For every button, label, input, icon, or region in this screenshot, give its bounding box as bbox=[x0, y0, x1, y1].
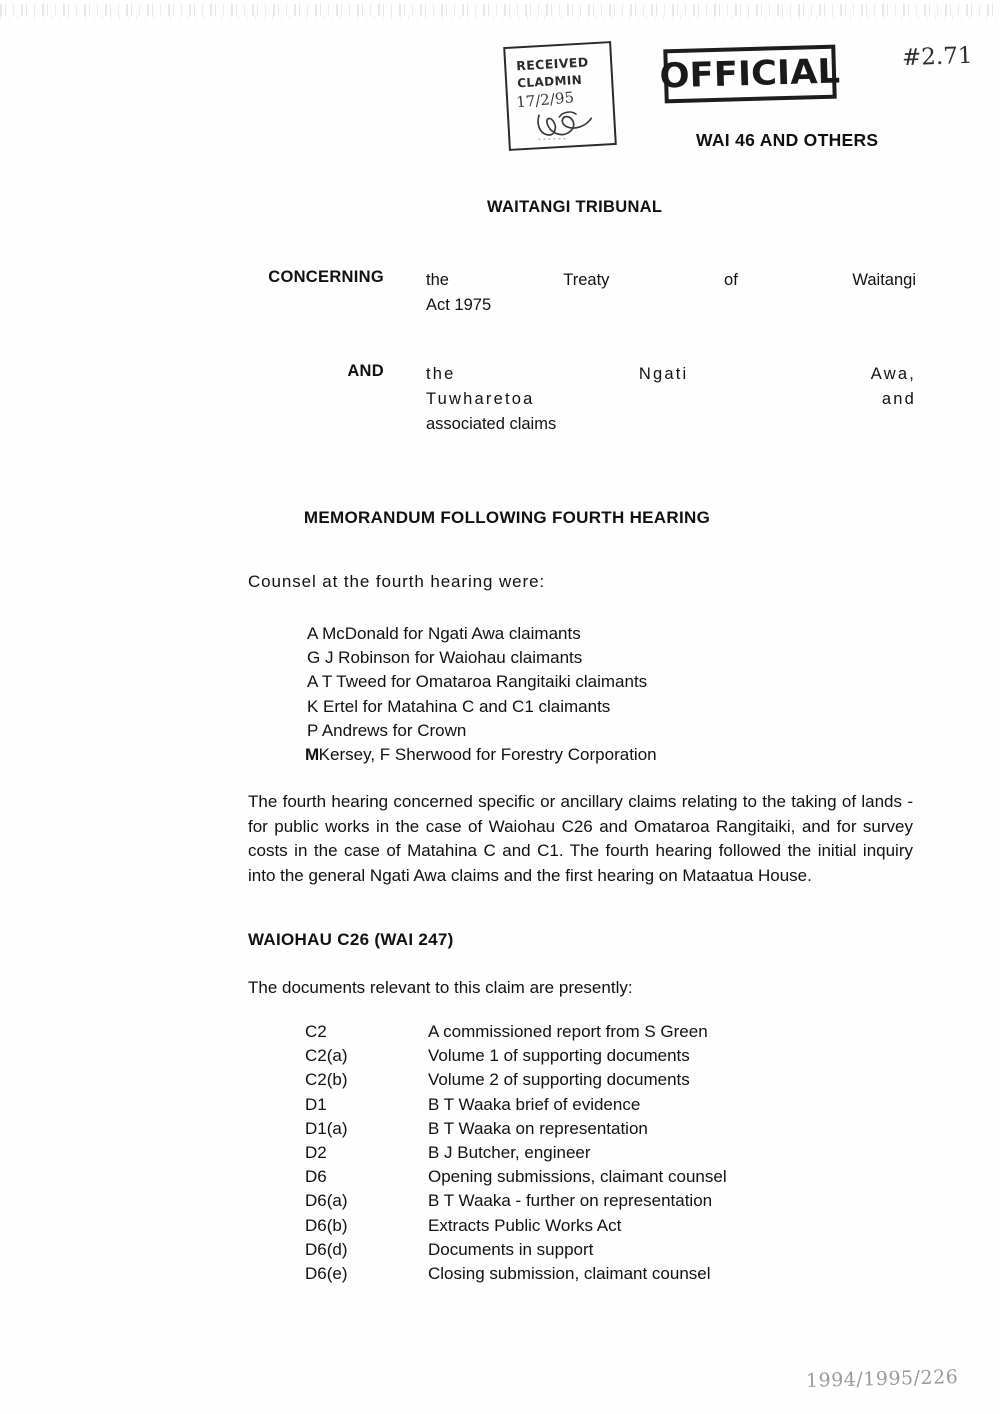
wai-case-heading: WAI 46 AND OTHERS bbox=[696, 130, 879, 150]
official-stamp-text: OFFICIAL bbox=[659, 51, 841, 97]
documents-intro: The documents relevant to this claim are presently: bbox=[248, 978, 633, 997]
table-row bbox=[305, 1189, 727, 1213]
document-desc: Extracts Public Works Act bbox=[428, 1215, 622, 1235]
table-row bbox=[305, 1238, 727, 1262]
received-stamp-line1: RECEIVED bbox=[515, 54, 589, 74]
memorandum-title: MEMORANDUM FOLLOWING FOURTH HEARING bbox=[303, 508, 711, 527]
document-ref: C2(b) bbox=[305, 1070, 348, 1090]
tribunal-heading: WAITANGI TRIBUNAL bbox=[487, 198, 663, 216]
counsel-list bbox=[305, 622, 657, 767]
table-row bbox=[305, 1117, 727, 1141]
document-ref: D6(d) bbox=[305, 1239, 348, 1259]
list-item bbox=[305, 670, 657, 694]
document-desc: Volume 2 of supporting documents bbox=[428, 1070, 690, 1090]
concerning-label: CONCERNING bbox=[268, 268, 384, 286]
table-row bbox=[305, 1068, 727, 1092]
list-item bbox=[305, 622, 657, 646]
received-stamp-date: 17/2/95 bbox=[515, 88, 575, 112]
and-value bbox=[426, 362, 916, 436]
table-row bbox=[305, 1044, 727, 1068]
document-desc: Documents in support bbox=[428, 1239, 594, 1259]
document-desc: B T Waaka brief of evidence bbox=[428, 1094, 641, 1114]
document-ref: D1(a) bbox=[305, 1118, 348, 1138]
document-desc: A commissioned report from S Green bbox=[428, 1022, 708, 1041]
document-desc: B T Waaka - further on representation bbox=[428, 1191, 713, 1211]
document-ref: D2 bbox=[305, 1143, 327, 1163]
list-item bbox=[305, 743, 657, 767]
document-desc: B J Butcher, engineer bbox=[428, 1143, 591, 1163]
list-item bbox=[305, 646, 657, 670]
body-paragraph: The fourth hearing concerned specific or ancillary claims relating to the taking of lands - for public works in the case of Waiohau C26 and Omataroa Rangitaiki, and for survey costs in the case of Matahina C and C1. The fourth hearing followed the initial inquiry into the general Ngati Awa claims and the first hearing on Mataatua House. bbox=[248, 792, 913, 885]
table-row bbox=[305, 1020, 727, 1044]
and-block bbox=[248, 362, 916, 436]
and-line2: Tuwharetoa and bbox=[426, 389, 916, 408]
concerning-line1: the Treaty of Waitangi bbox=[426, 271, 916, 289]
counsel-text: P Andrews for Crown bbox=[307, 720, 467, 740]
signature-scribble-icon bbox=[535, 106, 597, 143]
list-item bbox=[305, 719, 657, 743]
counsel-text: G J Robinson for Waiohau claimants bbox=[307, 648, 583, 668]
document-ref: D6(a) bbox=[305, 1191, 348, 1211]
and-line3: associated claims bbox=[426, 414, 557, 433]
document-ref: D6(e) bbox=[305, 1264, 348, 1284]
counsel-text: A T Tweed for Omataroa Rangitaiki claimants bbox=[307, 672, 648, 692]
received-stamp bbox=[503, 41, 617, 151]
table-row bbox=[305, 1141, 727, 1165]
table-row bbox=[305, 1214, 727, 1238]
counsel-intro: Counsel at the fourth hearing were: bbox=[248, 572, 546, 591]
document-desc: Closing submission, claimant counsel bbox=[428, 1264, 711, 1284]
document-desc: Opening submissions, claimant counsel bbox=[428, 1167, 727, 1187]
concerning-block bbox=[248, 268, 916, 318]
document-ref: D1 bbox=[305, 1094, 327, 1114]
table-row bbox=[305, 1165, 727, 1189]
scan-noise-band-secondary bbox=[0, 14, 1000, 20]
counsel-text: A McDonald for Ngati Awa claimants bbox=[307, 624, 581, 643]
and-label: AND bbox=[347, 362, 384, 380]
counsel-text: K Ertel for Matahina C and C1 claimants bbox=[307, 696, 611, 716]
document-ref: C2 bbox=[305, 1022, 327, 1041]
and-row bbox=[248, 362, 916, 436]
section-heading-waiohau: WAIOHAU C26 (WAI 247) bbox=[248, 930, 454, 949]
table-row bbox=[305, 1262, 727, 1286]
concerning-row bbox=[248, 268, 916, 318]
document-desc: B T Waaka on representation bbox=[428, 1118, 648, 1138]
concerning-line2: Act 1975 bbox=[426, 295, 492, 314]
official-stamp bbox=[659, 45, 841, 104]
received-stamp-line2: CLADMIN bbox=[516, 72, 583, 91]
archive-reference-annotation: 1994/1995/226 bbox=[805, 1366, 959, 1392]
document-ref: D6(b) bbox=[305, 1215, 348, 1235]
and-line1: the Ngati Awa, bbox=[426, 365, 916, 383]
document-ref: D6 bbox=[305, 1167, 327, 1187]
concerning-value bbox=[426, 268, 916, 318]
document-desc: Volume 1 of supporting documents bbox=[428, 1046, 690, 1066]
documents-table bbox=[305, 1020, 727, 1286]
counsel-prefix: M bbox=[305, 745, 317, 765]
table-row bbox=[305, 1093, 727, 1117]
list-item bbox=[305, 695, 657, 719]
handwritten-document-number: #2.71 bbox=[901, 42, 973, 72]
counsel-text: Kersey, F Sherwood for Forestry Corporation bbox=[318, 745, 657, 765]
document-ref: C2(a) bbox=[305, 1046, 348, 1066]
